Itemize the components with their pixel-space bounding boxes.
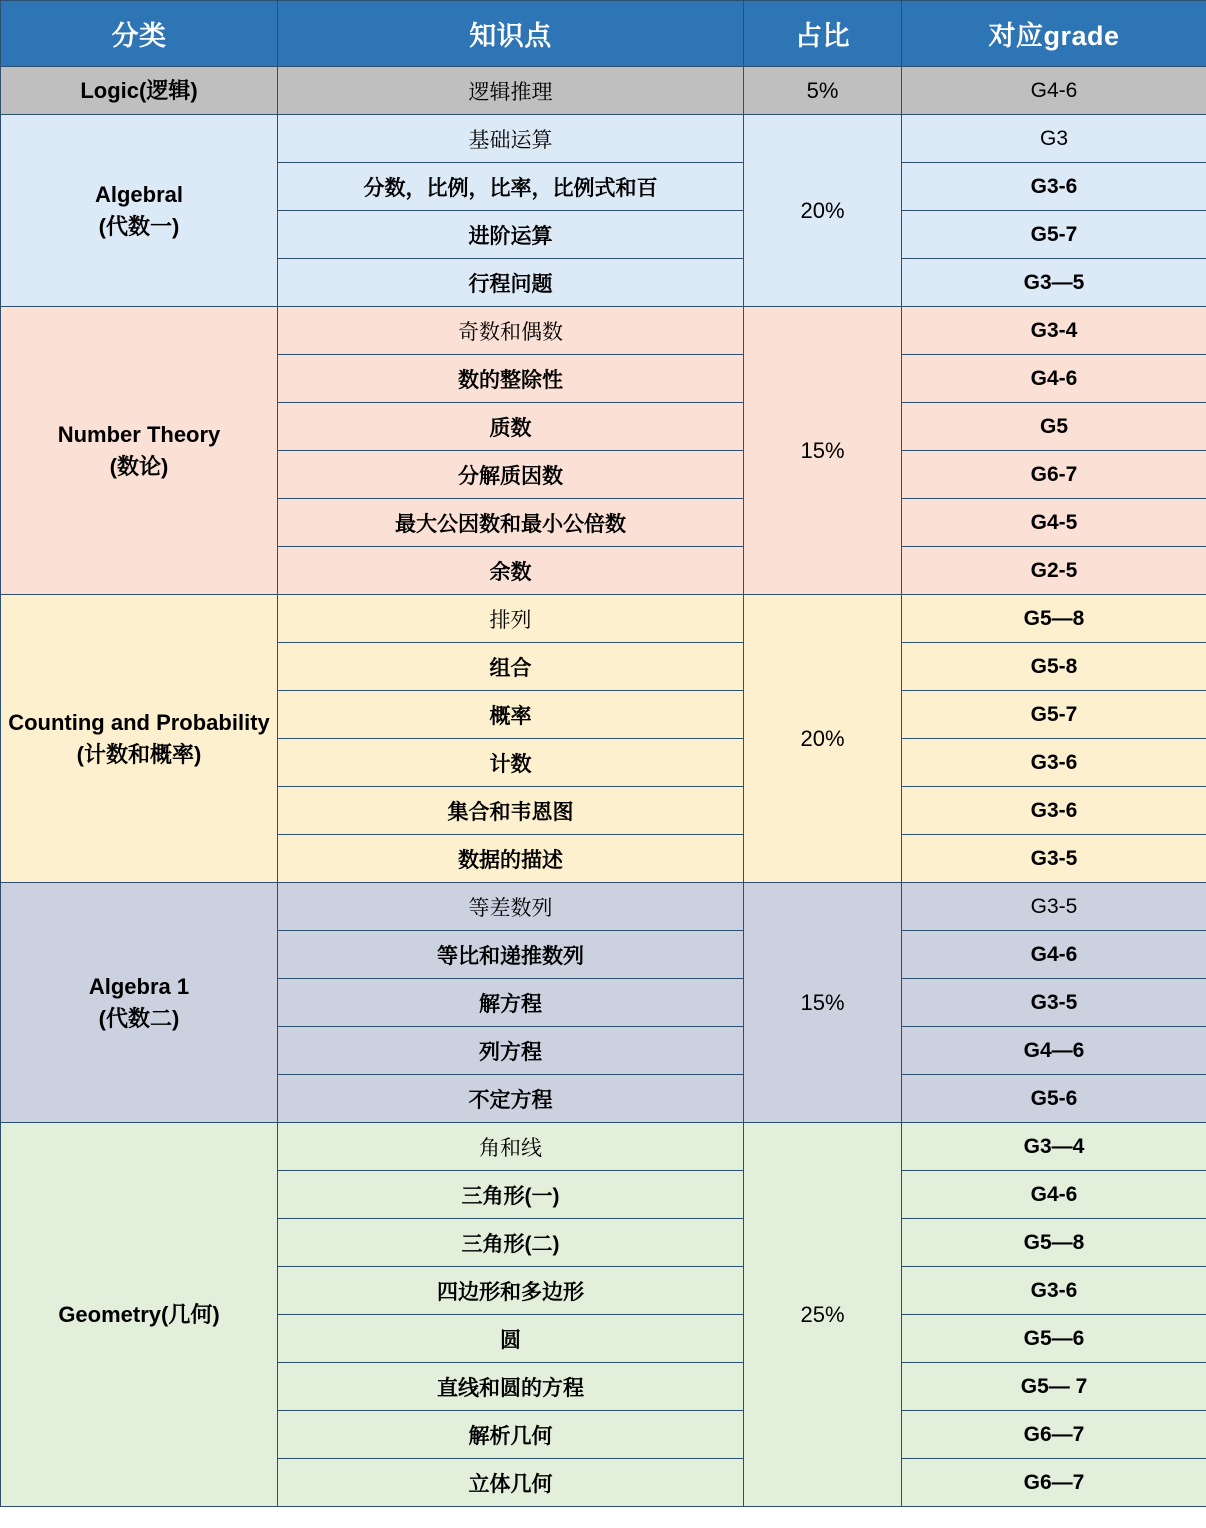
grade-cell: G6—7 — [902, 1459, 1206, 1507]
table-row — [1, 115, 1206, 163]
grade-cell: G5 — [902, 403, 1206, 451]
table-row — [1, 595, 1206, 643]
topic-cell: 概率 — [278, 691, 744, 739]
category-name-en: Number Theory — [57, 421, 221, 447]
category-name-en: Counting and Probability — [8, 709, 270, 735]
grade-cell: G2-5 — [902, 547, 1206, 595]
topic-cell: 三角形(二) — [278, 1219, 744, 1267]
grade-cell: G6—7 — [902, 1411, 1206, 1459]
header-row — [1, 1, 1206, 67]
topic-cell: 分数，比例，比率，比例式和百 — [278, 163, 744, 211]
topic-cell: 四边形和多边形 — [278, 1267, 744, 1315]
table-body — [1, 67, 1206, 1507]
category-cell — [1, 595, 278, 883]
grade-cell: G3-5 — [902, 979, 1206, 1027]
grade-cell: G3—5 — [902, 259, 1206, 307]
category-name-cn: (计数和概率) — [76, 741, 202, 767]
topic-cell: 等比和递推数列 — [278, 931, 744, 979]
grade-cell: G4-6 — [902, 931, 1206, 979]
topic-cell: 数据的描述 — [278, 835, 744, 883]
grade-cell: G3-6 — [902, 739, 1206, 787]
topic-cell: 分解质因数 — [278, 451, 744, 499]
grade-cell: G4-6 — [902, 67, 1206, 115]
table-row — [1, 67, 1206, 115]
category-name-cn: (代数二) — [98, 1005, 180, 1031]
percent-cell: 20% — [744, 115, 902, 307]
topic-cell: 最大公因数和最小公倍数 — [278, 499, 744, 547]
topic-cell: 余数 — [278, 547, 744, 595]
topic-cell: 直线和圆的方程 — [278, 1363, 744, 1411]
percent-cell: 5% — [744, 67, 902, 115]
topic-cell: 进阶运算 — [278, 211, 744, 259]
category-name-cn: (数论) — [109, 453, 169, 479]
grade-cell: G5— 7 — [902, 1363, 1206, 1411]
grade-cell: G5—6 — [902, 1315, 1206, 1363]
category-cell — [1, 115, 278, 307]
topic-cell: 数的整除性 — [278, 355, 744, 403]
grade-cell: G3-5 — [902, 835, 1206, 883]
percent-cell: 20% — [744, 595, 902, 883]
grade-cell: G3-4 — [902, 307, 1206, 355]
percent-cell: 15% — [744, 883, 902, 1123]
topic-cell: 不定方程 — [278, 1075, 744, 1123]
topic-cell: 排列 — [278, 595, 744, 643]
topic-cell: 基础运算 — [278, 115, 744, 163]
topic-cell: 质数 — [278, 403, 744, 451]
topic-cell: 圆 — [278, 1315, 744, 1363]
topic-cell: 等差数列 — [278, 883, 744, 931]
topic-cell: 行程问题 — [278, 259, 744, 307]
header-category: 分类 — [1, 1, 278, 67]
category-cell — [1, 67, 278, 115]
category-cell — [1, 883, 278, 1123]
grade-cell: G5-7 — [902, 211, 1206, 259]
grade-cell: G5-8 — [902, 643, 1206, 691]
percent-cell: 15% — [744, 307, 902, 595]
grade-cell: G3-5 — [902, 883, 1206, 931]
topic-cell: 列方程 — [278, 1027, 744, 1075]
topic-cell: 奇数和偶数 — [278, 307, 744, 355]
table-row — [1, 1123, 1206, 1171]
table-row — [1, 883, 1206, 931]
category-cell — [1, 307, 278, 595]
table-row — [1, 307, 1206, 355]
category-name-en: Algebral — [94, 181, 184, 207]
topic-cell: 三角形(一) — [278, 1171, 744, 1219]
topic-cell: 组合 — [278, 643, 744, 691]
category-name-en: Logic(逻辑) — [80, 77, 198, 103]
grade-cell: G3-6 — [902, 1267, 1206, 1315]
category-cell — [1, 1123, 278, 1507]
topic-cell: 计数 — [278, 739, 744, 787]
grade-cell: G3-6 — [902, 163, 1206, 211]
category-name-cn: (代数一) — [98, 213, 180, 239]
table-header — [1, 1, 1206, 67]
category-name-en: Geometry(几何) — [58, 1301, 220, 1327]
grade-cell: G5—8 — [902, 595, 1206, 643]
percent-cell: 25% — [744, 1123, 902, 1507]
topic-cell: 解方程 — [278, 979, 744, 1027]
grade-cell: G5—8 — [902, 1219, 1206, 1267]
grade-cell: G4—6 — [902, 1027, 1206, 1075]
topic-cell: 解析几何 — [278, 1411, 744, 1459]
grade-cell: G4-5 — [902, 499, 1206, 547]
header-topic: 知识点 — [278, 1, 744, 67]
grade-cell: G6-7 — [902, 451, 1206, 499]
category-name-en: Algebra 1 — [88, 973, 190, 999]
grade-cell: G5-7 — [902, 691, 1206, 739]
grade-cell: G3 — [902, 115, 1206, 163]
grade-cell: G3—4 — [902, 1123, 1206, 1171]
grade-cell: G5-6 — [902, 1075, 1206, 1123]
header-percent: 占比 — [744, 1, 902, 67]
grade-cell: G4-6 — [902, 1171, 1206, 1219]
topic-cell: 逻辑推理 — [278, 67, 744, 115]
grade-cell: G4-6 — [902, 355, 1206, 403]
header-grade: 对应grade — [902, 1, 1206, 67]
topic-cell: 集合和韦恩图 — [278, 787, 744, 835]
topic-cell: 立体几何 — [278, 1459, 744, 1507]
topic-cell: 角和线 — [278, 1123, 744, 1171]
grade-cell: G3-6 — [902, 787, 1206, 835]
